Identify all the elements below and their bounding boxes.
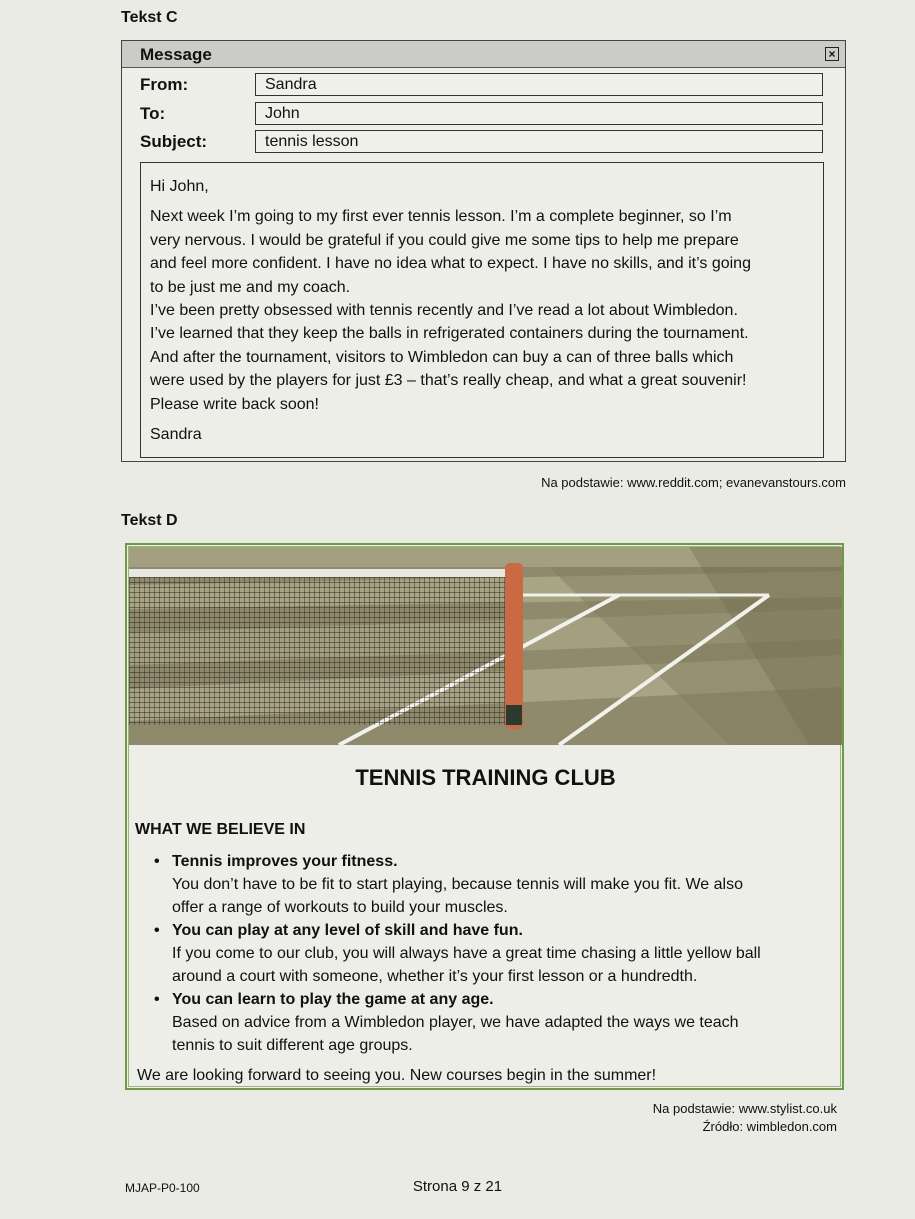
bullet-heading: You can play at any level of skill and have fun. [172,922,523,939]
message-line: Please write back soon! [150,395,319,413]
to-field[interactable]: John [255,102,823,125]
message-line: very nervous. I would be grateful if you could give me some tips to help me prepare [150,231,739,249]
tennis-club-card [125,543,844,1090]
list-item [154,988,832,1057]
list-item [154,919,832,988]
from-field[interactable]: Sandra [255,73,823,96]
message-window-title: Message [140,45,212,64]
message-line: I’ve been pretty obsessed with tennis recently and I’ve read a lot about Wimbledon. [150,302,738,320]
bullet-icon: • [154,991,160,1008]
tennis-court-photo [129,547,842,745]
bullet-icon: • [154,922,160,939]
message-line: were used by the players for just £3 – that’s really cheap, and what a great souvenir! [150,372,747,390]
from-label: From: [140,75,189,94]
message-line: Next week I’m going to my first ever tennis lesson. I’m a complete beginner, so I’m [150,208,732,226]
message-title-bar [122,41,845,68]
text-d-label: Tekst D [121,512,178,529]
bullet-line: If you come to our club, you will always have a great time chasing a little yellow ball [172,945,761,962]
text-c-label: Tekst C [121,9,178,26]
bullet-icon: • [154,853,160,870]
subject-label: Subject: [140,132,208,151]
page-number: Strona 9 z 21 [412,1178,503,1195]
bullet-line: tennis to suit different age groups. [172,1037,413,1054]
club-title: TENNIS TRAINING CLUB [355,765,616,790]
message-signature: Sandra [150,426,202,444]
text-c-source: Na podstawie: www.reddit.com; evanevanstours.com [541,475,846,490]
bullet-heading: Tennis improves your fitness. [172,853,398,870]
message-greeting: Hi John, [150,178,209,195]
beliefs-list [154,850,832,1057]
bullet-heading: You can learn to play the game at any age. [172,991,494,1008]
footer-code: MJAP-P0-100 [125,1181,200,1195]
message-body[interactable] [140,162,824,458]
believe-heading: WHAT WE BELIEVE IN [135,821,306,838]
bullet-line: You don’t have to be fit to start playing, because tennis will make you fit. We also [172,876,743,893]
message-line: to be just me and my coach. [150,278,351,296]
bullet-line: offer a range of workouts to build your muscles. [172,899,508,916]
list-item [154,850,832,919]
closing-text: We are looking forward to seeing you. New courses begin in the summer! [137,1067,657,1084]
text-d-source-2: Źródło: wimbledon.com [702,1119,837,1134]
bullet-line: Based on advice from a Wimbledon player, we have adapted the ways we teach [172,1014,739,1031]
message-window [121,40,846,462]
bullet-line: around a court with someone, whether it’s your first lesson or a hundredth. [172,968,698,985]
message-line: I’ve learned that they keep the balls in refrigerated containers during the tournament. [150,325,749,343]
to-label: To: [140,104,166,123]
subject-field[interactable]: tennis lesson [255,130,823,153]
text-d-source-1: Na podstawie: www.stylist.co.uk [652,1101,837,1116]
message-line: and feel more confident. I have no idea what to expect. I have no skills, and it’s going [150,255,751,273]
message-line: And after the tournament, visitors to Wimbledon can buy a can of three balls which [150,348,734,366]
close-icon[interactable]: × [825,47,839,61]
